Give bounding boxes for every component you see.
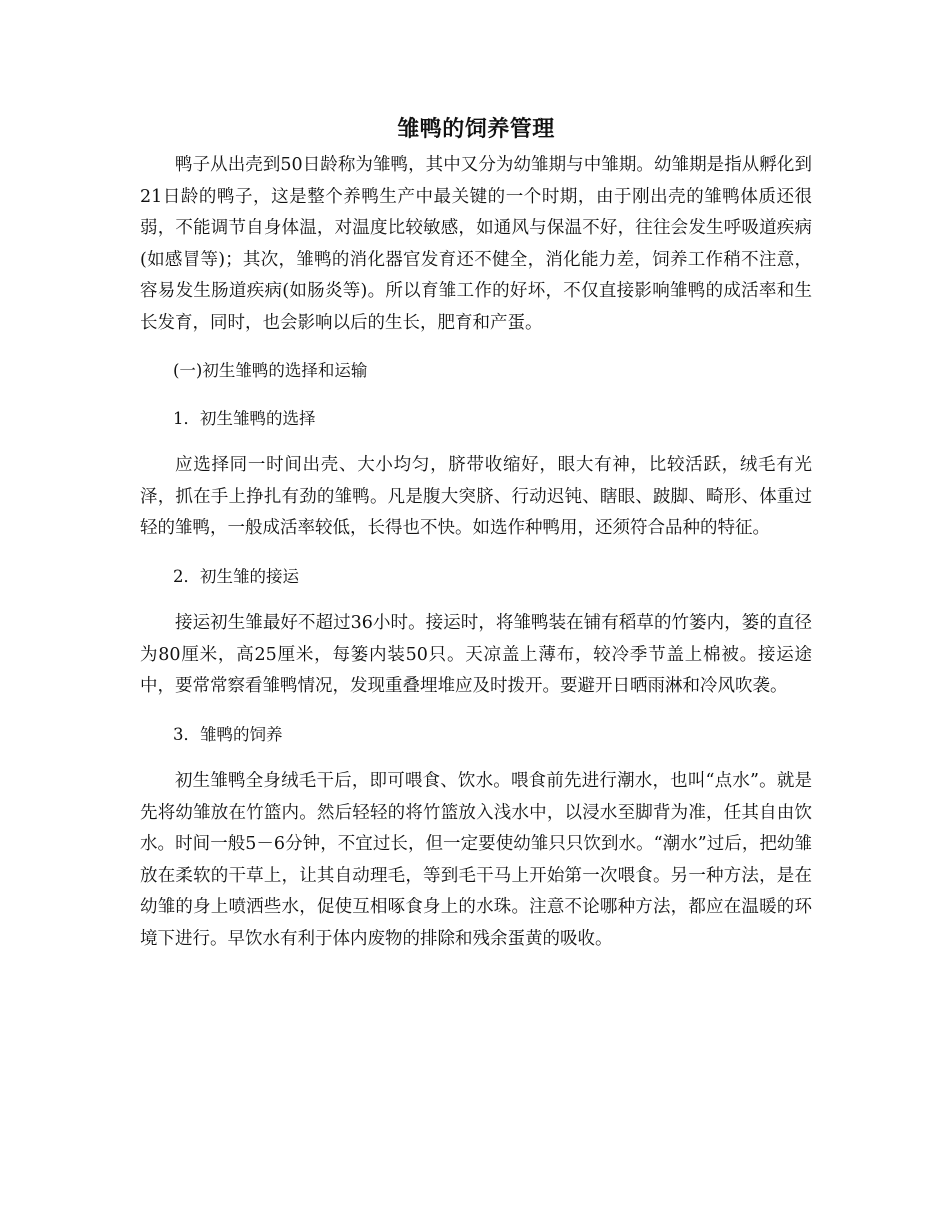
- subsection-2-paragraph: 接运初生雏最好不超过36小时。接运时，将雏鸭装在铺有稻草的竹篓内，篓的直径为80厘米，高25厘米，每篓内装50只。天凉盖上薄布，较冷季节盖上棉被。接运途中，要常常察看雏鸭情况，发现重叠埋堆应及时拨开。要避开日晒雨淋和冷风吹袭。: [140, 613, 812, 696]
- document-page: [140, 110, 812, 955]
- subsection-3-paragraph: 初生雏鸭全身绒毛干后，即可喂食、饮水。喂食前先进行潮水，也叫“点水”。就是先将幼雏放在竹篮内。然后轻轻的将竹篮放入浅水中，以浸水至脚背为准，任其自由饮水。时间一般5－6分钟，不宜过长，但一定要使幼雏只只饮到水。“潮水”过后，把幼雏放在柔软的干草上，让其自动理毛，等到毛干马上开始第一次喂食。另一种方法，是在幼雏的身上喷洒些水，促使互相啄食身上的水珠。注意不论哪种方法，都应在温暖的环境下进行。早饮水有利于体内废物的排除和残余蛋黄的吸收。: [140, 771, 812, 949]
- document-title: 雏鸭的饲养管理: [397, 116, 555, 142]
- subsection-1-heading: 1．初生雏鸭的选择: [173, 408, 316, 428]
- subsection-1-paragraph: 应选择同一时间出壳、大小均匀，脐带收缩好，眼大有神，比较活跃，绒毛有光泽，抓在手上挣扎有劲的雏鸭。凡是腹大突脐、行动迟钝、瞎眼、跛脚、畸形、体重过轻的雏鸭，一般成活率较低，长得也不快。如选作种鸭用，还须符合品种的特征。: [140, 455, 812, 538]
- subsection-3-heading: 3．雏鸭的饲养: [173, 724, 283, 744]
- subsection-2-heading: 2．初生雏的接运: [173, 566, 299, 586]
- section-heading: (一)初生雏鸭的选择和运输: [173, 361, 368, 380]
- intro-paragraph: 鸭子从出壳到50日龄称为雏鸭，其中又分为幼雏期与中雏期。幼雏期是指从孵化到21日龄的鸭子，这是整个养鸭生产中最关键的一个时期，由于刚出壳的雏鸭体质还很弱，不能调节自身体温，对温度比较敏感，如通风与保温不好，往往会发生呼吸道疾病(如感冒等)；其次，雏鸭的消化器官发育还不健全，消化能力差，饲养工作稍不注意，容易发生肠道疾病(如肠炎等)。所以育雏工作的好坏，不仅直接影响雏鸭的成活率和生长发育，同时，也会影响以后的生长，肥育和产蛋。: [140, 155, 812, 333]
